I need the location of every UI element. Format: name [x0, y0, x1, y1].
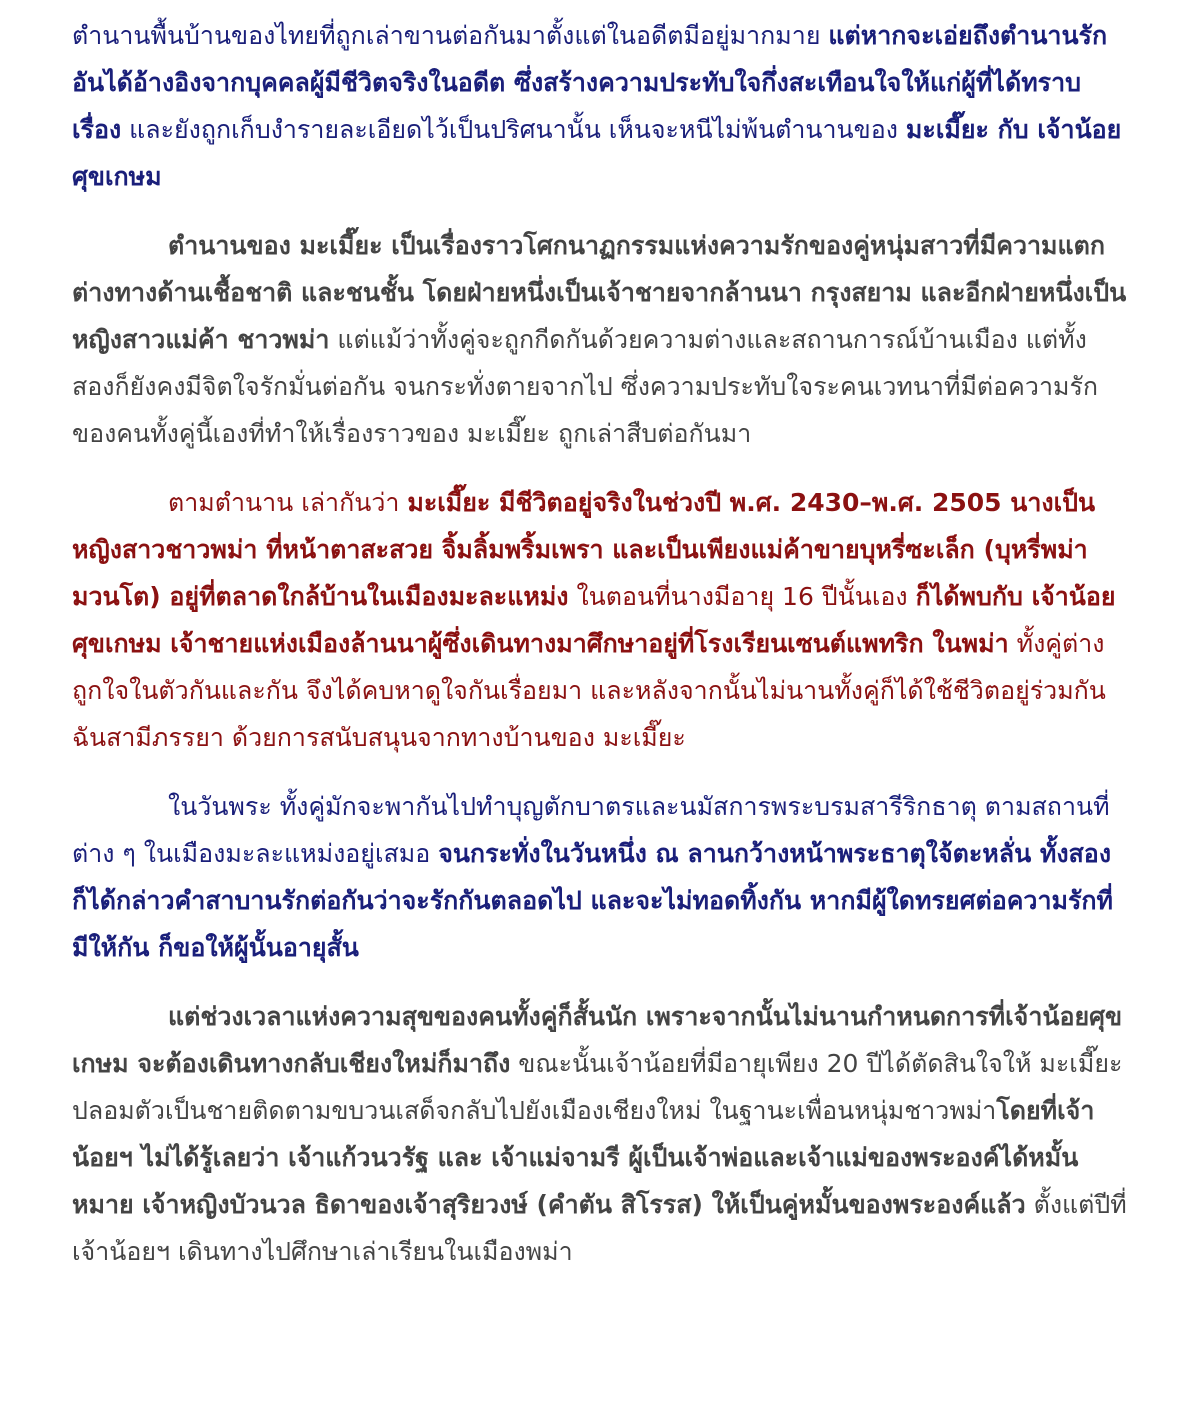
- return-highlight: แต่ช่วงเวลาแห่งความสุขของคนทั้งคู่ก็สั้นนัก เพราะจากนั้นไม่นานกำหนดการที่เจ้าน้อยศุขเกษม จะต้องเดินทางกลับเชียงใหม่ก็มาถึง: [72, 1002, 1123, 1078]
- intro-text-continued: และยังถูกเก็บงำรายละเอียดไว้เป็นปริศนานั้น เห็นจะหนีไม่พ้นตำนานของ: [121, 115, 906, 144]
- oath-intro-text: ในวันพระ ทั้งคู่มักจะพากันไปทำบุญตักบาตรและนมัสการพระบรมสารีริกธาตุ ตามสถานที่ต่าง ๆ ในเมืองมะละแหม่งอยู่เสมอ: [72, 792, 1110, 868]
- oath-highlight: จนกระทั่งในวันหนึ่ง ณ ลานกว้างหน้าพระธาตุใจ้ตะหลั่น ทั้งสองก็ได้กล่าวคำสาบานรักต่อกันว่าจะรักกันตลอดไป และจะไม่ทอดทิ้งกัน หากมีผู้ใดทรยศต่อความรักที่มีให้กัน ก็ขอให้ผู้นั้นอายุสั้น: [72, 839, 1114, 962]
- paragraph-legend-summary: [72, 222, 1128, 457]
- paragraph-intro: [72, 12, 1128, 200]
- meeting-highlight: ก็ได้พบกับ เจ้าน้อยศุขเกษม เจ้าชายแห่งเมืองล้านนาผู้ซึ่งเดินทางมาศึกษาอยู่ที่โรงเรียนเซนต์แพทริก ในพม่า: [72, 582, 1116, 658]
- engagement-highlight: โดยที่เจ้าน้อยฯ ไม่ได้รู้เลยว่า เจ้าแก้วนวรัฐ และ เจ้าแม่จามรี ผู้เป็นเจ้าพ่อและเจ้าแม่ของพระองค์ได้หมั้นหมาย เจ้าหญิงบัวนวล ธิดาของเจ้าสุริยวงษ์ (คำตัน สิโรรส) ให้เป็นคู่หมั้นของพระองค์แล้ว: [72, 1096, 1095, 1219]
- legend-summary-highlight: ตำนานของ มะเมี๊ยะ เป็นเรื่องราวโศกนาฏกรรมแห่งความรักของคู่หนุ่มสาวที่มีความแตกต่างทางด้านเชื้อชาติ และชนชั้น โดยฝ่ายหนึ่งเป็นเจ้าชายจากล้านนา กรุงสยาม และอีกฝ่ายหนึ่งเป็นหญิงสาวแม่ค้า ชาวพม่า: [72, 231, 1127, 354]
- intro-highlight: แต่หากจะเอ่ยถึงตำนานรักอันได้อ้างอิงจากบุคคลผู้มีชีวิตจริงในอดีต ซึ่งสร้างความประทับใจกึ่งสะเทือนใจให้แก่ผู้ที่ได้ทราบเรื่อง: [72, 21, 1108, 144]
- paragraph-return: [72, 993, 1128, 1275]
- intro-text: ตำนานพื้นบ้านของไทยที่ถูกเล่าขานต่อกันมาตั้งแต่ในอดีตมีอยู่มากมาย: [72, 21, 829, 50]
- return-text-end: ตั้งแต่ปีที่เจ้าน้อยฯ เดินทางไปศึกษาเล่าเรียนในเมืองพม่า: [72, 1190, 1127, 1266]
- life-intro-text: ตามตำนาน เล่ากันว่า: [168, 488, 408, 517]
- legend-summary-text: แต่แม้ว่าทั้งคู่จะถูกกีดกันด้วยความต่างและสถานการณ์บ้านเมือง แต่ทั้งสองก็ยังคงมีจิตใจรักมั่นต่อกัน จนกระทั่งตายจากไป ซึ่งความประทับใจระคนเวทนาที่มีต่อความรักของคนทั้งคู่นี้เองที่ทำให้เรื่องราวของ มะเมี๊ยะ ถูกเล่าสืบต่อกันมา: [72, 325, 1099, 448]
- paragraph-oath: [72, 783, 1128, 971]
- life-relationship-text: ทั้งคู่ต่างถูกใจในตัวกันและกัน จึงได้คบหาดูใจกันเรื่อยมา และหลังจากนั้นไม่นานทั้งคู่ก็ได้ใช้ชีวิตอยู่ร่วมกันฉันสามีภรรยา ด้วยการสนับสนุนจากทางบ้านของ มะเมี๊ยะ: [72, 629, 1106, 752]
- life-highlight: มะเมี๊ยะ มีชีวิตอยู่จริงในช่วงปี พ.ศ. 2430–พ.ศ. 2505 นางเป็นหญิงสาวชาวพม่า ที่หน้าตาสะสวย จิ้มลิ้มพริ้มเพรา และเป็นเพียงแม่ค้าขายบุหรี่ซะเล็ก (บุหรี่พม่ามวนโต) อยู่ที่ตลาดใกล้บ้านในเมืองมะละแหม่ง: [72, 488, 1096, 611]
- paragraph-mamia-life: [72, 479, 1128, 761]
- life-age-text: ในตอนที่นางมีอายุ 16 ปีนั้นเอง: [568, 582, 916, 611]
- intro-names-highlight: มะเมี๊ยะ กับ เจ้าน้อยศุขเกษม: [72, 115, 1122, 191]
- return-text: ขณะนั้นเจ้าน้อยที่มีอายุเพียง 20 ปีได้ตัดสินใจให้ มะเมี๊ยะ ปลอมตัวเป็นชายติดตามขบวนเสด็จกลับไปยังเมืองเชียงใหม่ ในฐานะเพื่อนหนุ่มชาวพม่า: [72, 1049, 1123, 1125]
